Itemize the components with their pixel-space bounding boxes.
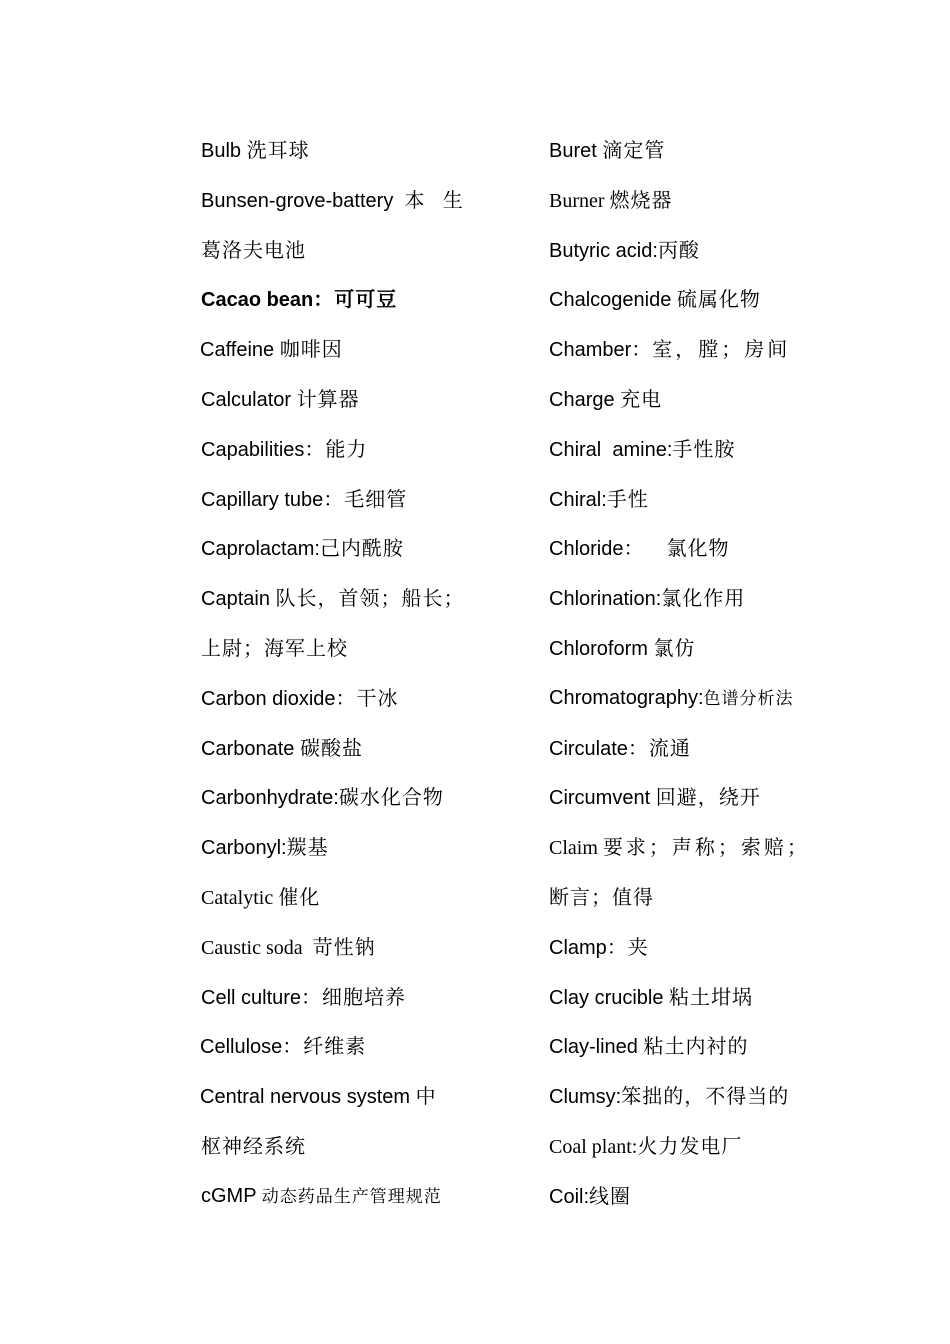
glossary-entry-bunsen-grove-battery: Bunsen-grove-battery 本 生 bbox=[201, 187, 469, 212]
glossary-entry-cell-culture: Cell culture：细胞培养 bbox=[201, 984, 407, 1009]
glossary-entry-clamp: Clamp：夹 bbox=[549, 934, 649, 959]
glossary-entry-carbonyl: Carbonyl:羰基 bbox=[201, 835, 329, 860]
glossary-entry-carbonate: Carbonate 碳酸盐 bbox=[201, 735, 363, 760]
glossary-entry-central-nervous-system: Central nervous system 中 bbox=[200, 1084, 437, 1109]
glossary-entry-continuation: 断言；值得 bbox=[549, 884, 654, 909]
glossary-entry-chloroform: Chloroform 氯仿 bbox=[549, 635, 696, 660]
glossary-entry-continuation: 葛洛夫电池 bbox=[201, 237, 306, 262]
glossary-entry-circumvent: Circumvent 回避，绕开 bbox=[549, 785, 761, 810]
glossary-entry-chiral: Chiral:手性 bbox=[549, 486, 649, 511]
glossary-entry-circulate: Circulate：流通 bbox=[549, 735, 691, 760]
glossary-entry-caustic-soda: Caustic soda 苛性钠 bbox=[201, 934, 376, 959]
glossary-entry-chiral-amine: Chiral amine:手性胺 bbox=[549, 436, 736, 461]
glossary-entry-charge: Charge 充电 bbox=[549, 386, 663, 411]
glossary-entry-cacao-bean: Cacao bean：可可豆 bbox=[201, 287, 398, 312]
glossary-entry-carbonhydrate: Carbonhydrate:碳水化合物 bbox=[201, 785, 444, 810]
glossary-entry-burner: Burner 燃烧器 bbox=[549, 187, 673, 212]
glossary-entry-carbon-dioxide: Carbon dioxide：干冰 bbox=[201, 685, 399, 710]
glossary-entry-bulb: Bulb 洗耳球 bbox=[201, 138, 310, 162]
glossary-entry-caprolactam: Caprolactam:己内酰胺 bbox=[201, 536, 404, 561]
glossary-entry-capabilities: Capabilities：能力 bbox=[201, 436, 368, 461]
glossary-entry-continuation: 枢神经系统 bbox=[201, 1133, 306, 1158]
glossary-entry-chromatography: Chromatography:色谱分析法 bbox=[549, 686, 794, 709]
right-glossary-column bbox=[549, 133, 839, 1229]
glossary-entry-cellulose: Cellulose：纤维素 bbox=[200, 1034, 367, 1059]
glossary-entry-captain: Captain 队长，首领；船长； bbox=[201, 586, 465, 611]
left-glossary-column bbox=[201, 133, 521, 1229]
glossary-entry-clay-lined: Clay-lined 粘土内衬的 bbox=[549, 1034, 749, 1059]
glossary-entry-catalytic: Catalytic 催化 bbox=[201, 884, 321, 909]
glossary-entry-capillary-tube: Capillary tube：毛细管 bbox=[201, 486, 408, 511]
glossary-entry-chamber: Chamber：室，膛；房间 bbox=[549, 337, 791, 362]
glossary-entry-calculator: Calculator 计算器 bbox=[201, 386, 360, 411]
glossary-entry-chlorination: Chlorination:氯化作用 bbox=[549, 586, 746, 611]
glossary-entry-butyric-acid: Butyric acid:丙酸 bbox=[549, 237, 700, 262]
glossary-entry-cgmp: cGMP 动态药品生产管理规范 bbox=[201, 1184, 442, 1207]
glossary-entry-chalcogenide: Chalcogenide 硫属化物 bbox=[549, 287, 761, 312]
glossary-entry-buret: Buret 滴定管 bbox=[549, 138, 666, 162]
glossary-entry-coal-plant: Coal plant:火力发电厂 bbox=[549, 1133, 743, 1158]
glossary-entry-coil: Coil:线圈 bbox=[549, 1183, 632, 1208]
glossary-entry-clumsy: Clumsy:笨拙的，不得当的 bbox=[549, 1084, 790, 1109]
glossary-entry-continuation: 上尉；海军上校 bbox=[201, 635, 348, 660]
glossary-entry-caffeine: Caffeine 咖啡因 bbox=[200, 337, 343, 362]
glossary-entry-clay-crucible: Clay crucible 粘土坩埚 bbox=[549, 984, 754, 1009]
glossary-entry-claim: Claim 要求；声称；索赔； bbox=[549, 835, 810, 860]
glossary-entry-chloride: Chloride： 氯化物 bbox=[549, 536, 730, 561]
